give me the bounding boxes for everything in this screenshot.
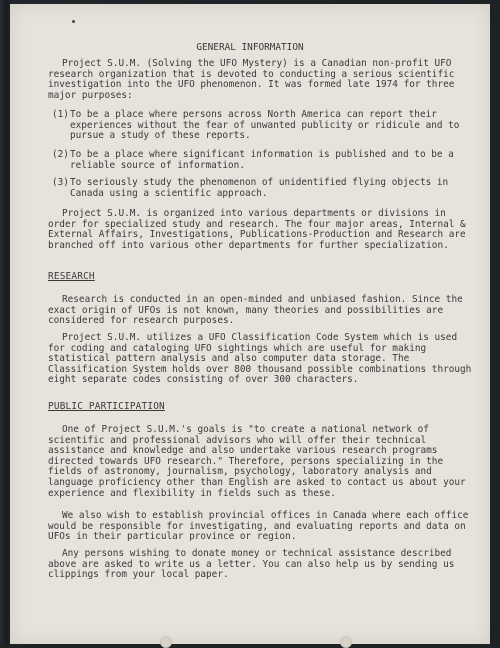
public-participation-heading: PUBLIC PARTICIPATION [48,401,165,412]
public-paragraph-3: Any persons wishing to donate money or technical assistance described above are asked to write us a letter. You can also help us by sending us clippings from your local paper. [48,548,455,581]
document-page [10,4,490,644]
purpose-number: (1) [52,109,69,120]
organization-paragraph: Project S.U.M. is organized into various departments or divisions in order for specialized study and research. The four major areas, Internal & External Affairs, Investigations, Publications-Production and Research are branched off into various other departments for further specialization. [48,208,466,251]
purpose-text: To be a place where significant information is published and to be a reliable source of information. [70,149,454,171]
research-paragraph-2: Project S.U.M. utilizes a UFO Classification Code System which is used for coding and cataloging UFO sightings which are useful for making statistical pattern analysis and also computer data storage. The Classification System holds over 800 thousand possible combinations through eight separate codes consisting of over 300 characters. [48,332,472,386]
public-paragraph-1: One of Project S.U.M.'s goals is "to create a national network of scientific and professional advisors who will offer their technical assistance and knowledge and also undertake various research programs directed towards UFO research." Therefore, persons specializing in the fields of astronomy, journalism, psychology, laboratory analysis and language proficiency other than English are asked to contact us about your experience and flexibility in fields such as these. [48,424,466,499]
purpose-number: (3) [52,177,69,188]
research-heading: RESEARCH [48,271,95,282]
intro-paragraph: Project S.U.M. (Solving the UFO Mystery) is a Canadian non-profit UFO research organization that is devoted to conducting a serious scientific investigation into the UFO phenomenon. It was formed late 1974 for three major purposes: [48,58,455,101]
document-text [10,4,490,644]
purpose-text: To be a place where persons across North America can report their experiences without the fear of unwanted publicity or ridicule and to pursue a study of these reports. [70,109,460,142]
document-title: GENERAL INFORMATION [196,42,304,53]
purpose-number: (2) [52,149,69,160]
public-paragraph-2: We also wish to establish provincial offices in Canada where each office would be responsible for investigating, and evaluating reports and data on UFOs in their particular province or region. [48,510,469,543]
purpose-text: To seriously study the phenomenon of unidentified flying objects in Canada using a scientific approach. [70,177,449,199]
research-paragraph-1: Research is conducted in an open-minded and unbiased fashion. Since the exact origin of UFOs is not known, many theories and possibilities are considered for research purposes. [48,294,463,327]
